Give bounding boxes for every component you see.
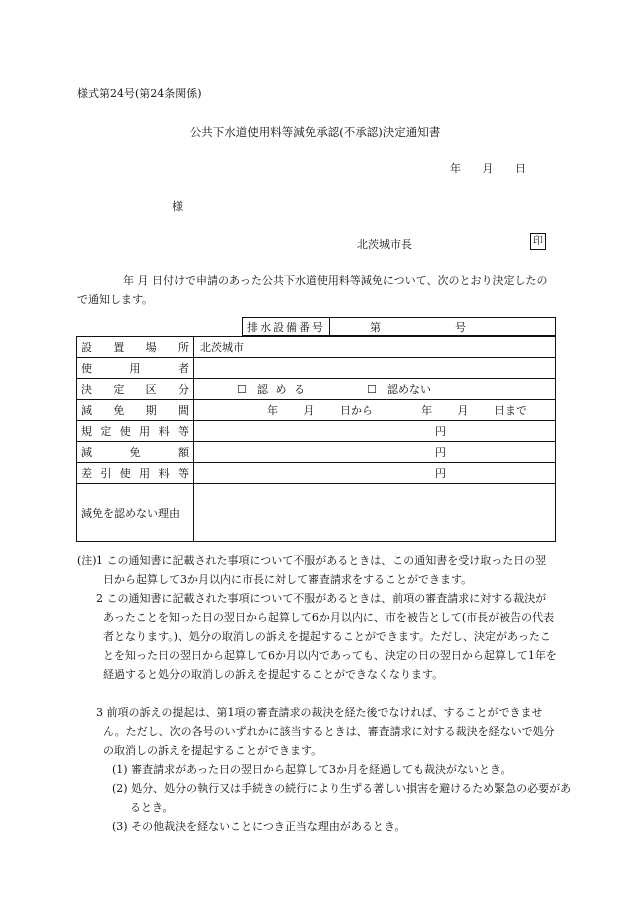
- row-label: [77, 379, 194, 399]
- issue-date-line: 年 月 日: [450, 162, 526, 175]
- row-value: [195, 484, 555, 541]
- row-value-text: 円: [435, 425, 446, 438]
- row-label-char: 引: [100, 467, 112, 480]
- row-label-char: 者: [178, 362, 189, 375]
- table-row: [76, 379, 556, 400]
- row-label-char: 額: [178, 446, 189, 459]
- row-label-char: 使: [119, 467, 131, 480]
- row-label-char: 区: [145, 383, 157, 396]
- row-label-char: 用: [129, 362, 141, 375]
- row-label-char: 分: [177, 383, 189, 396]
- form-number-label: 様式第24号(第24条関係): [77, 87, 202, 100]
- note-subitem: (3) その他裁決を経ないことにつき正当な理由があるとき。: [112, 820, 406, 833]
- row-label: [77, 358, 194, 378]
- note-subitem: (2) 処分、処分の執行又は手続きの続行により生ずる著しい損害を避けるため緊急の必要があるとき。: [112, 782, 572, 814]
- row-value: [195, 421, 555, 441]
- row-label-char: 間: [177, 404, 189, 417]
- row-label-char: 料: [158, 425, 170, 438]
- note-item: 1 この通知書に記載された事項について不服があるときは、この通知書を受け取った日の翌日から起算して3か月以内に市長に対して審査請求をすることができます。: [96, 554, 547, 586]
- row-label-char: 設: [81, 341, 92, 354]
- row-label-char: 用: [139, 425, 151, 438]
- row-value: [195, 400, 555, 420]
- table-row: [76, 421, 556, 442]
- drainage-number-value: [330, 318, 555, 335]
- row-label-char: 等: [177, 425, 189, 438]
- drainage-number-prefix: 第: [370, 320, 381, 334]
- row-label-char: 規: [81, 425, 92, 438]
- row-label-char: 決: [81, 383, 92, 396]
- row-label-char: 場: [145, 341, 157, 354]
- note-subitem: (1) 審査請求があった日の翌日から起算して3か月を経過しても裁決がないとき。: [112, 763, 512, 776]
- row-label: [77, 463, 194, 483]
- addressee-honorific: 様: [172, 200, 183, 213]
- drainage-number-row: [242, 317, 556, 336]
- row-label-char: 用: [139, 467, 151, 480]
- drainage-number-suffix: 号: [455, 320, 466, 334]
- approve-label: 認 め る: [257, 383, 307, 396]
- row-label-char: 減: [81, 446, 92, 459]
- row-value: [195, 337, 555, 357]
- deny-checkbox[interactable]: ☐: [367, 382, 377, 396]
- row-label-char: 定: [100, 425, 112, 438]
- table-row: [76, 463, 556, 484]
- row-label-char: 置: [113, 341, 125, 354]
- row-value-text: 北茨城市: [200, 341, 244, 354]
- row-label-char: 料: [158, 467, 170, 480]
- row-label: [77, 421, 194, 441]
- row-value: [195, 442, 555, 462]
- row-label-char: 等: [177, 467, 189, 480]
- row-value: [195, 463, 555, 483]
- row-label: [77, 400, 194, 420]
- notice-table: [76, 336, 556, 542]
- table-row: [76, 400, 556, 421]
- row-value: [195, 358, 555, 378]
- row-label-char: 所: [177, 341, 189, 354]
- table-row: [76, 442, 556, 463]
- period-from: 年 月 日から: [267, 404, 373, 417]
- row-label-char: 免: [113, 404, 125, 417]
- period-to: 年 月 日まで: [421, 404, 527, 417]
- document-title: 公共下水道使用料等減免承認(不承認)決定通知書: [189, 125, 441, 139]
- row-label-char: 期: [145, 404, 157, 417]
- row-label: [77, 337, 194, 357]
- issuer-name: 北茨城市長: [357, 238, 412, 251]
- row-label-char: 減: [81, 404, 92, 417]
- note-item: 2 この通知書に記載された事項について不服があるときは、前項の審査請求に対する裁決があったことを知った日の翌日から起算して6か月以内に、市を被告として(市長が被告の代表者となります。)、処分の取消しの訴えを提起することができます。ただし、決定があったことを知った日の翌日から起算して6か月以内であっても、決定の日の翌日から起算して1年を経過すると処分の取消しの訴えを提起することができなくなります。: [96, 592, 557, 681]
- deny-label: 認めない: [387, 383, 431, 396]
- table-row: [76, 484, 556, 542]
- row-label-char: 定: [113, 383, 125, 396]
- row-label-char: 使: [119, 425, 131, 438]
- table-row: [76, 358, 556, 379]
- row-label: [77, 484, 194, 541]
- row-value-text: 円: [435, 467, 446, 480]
- intro-paragraph: 年 月 日付けで申請のあった公共下水道使用料等減免について、次のとおり決定したので通知します。: [77, 274, 548, 306]
- row-label: [77, 442, 194, 462]
- note-item: 3 前項の訴えの提起は、第1項の審査請求の裁決を経た後でなければ、することができません。ただし、次の各号のいずれかに該当するときは、審査請求に対する裁決を経ないで処分の取消しの訴えを提起することができます。: [96, 706, 555, 757]
- row-value: [195, 379, 555, 399]
- row-value-text: 円: [435, 446, 446, 459]
- row-label-char: 減免を認めない理由: [81, 506, 180, 520]
- row-label-char: 免: [129, 446, 141, 459]
- seal-stamp-box: 印: [530, 233, 546, 250]
- approve-checkbox[interactable]: ☐: [237, 382, 247, 396]
- drainage-number-label: 排水設備番号: [243, 318, 330, 335]
- notes-prefix: (注): [77, 554, 97, 567]
- table-row: [76, 336, 556, 358]
- row-label-char: 差: [81, 467, 92, 480]
- row-label-char: 使: [81, 362, 92, 375]
